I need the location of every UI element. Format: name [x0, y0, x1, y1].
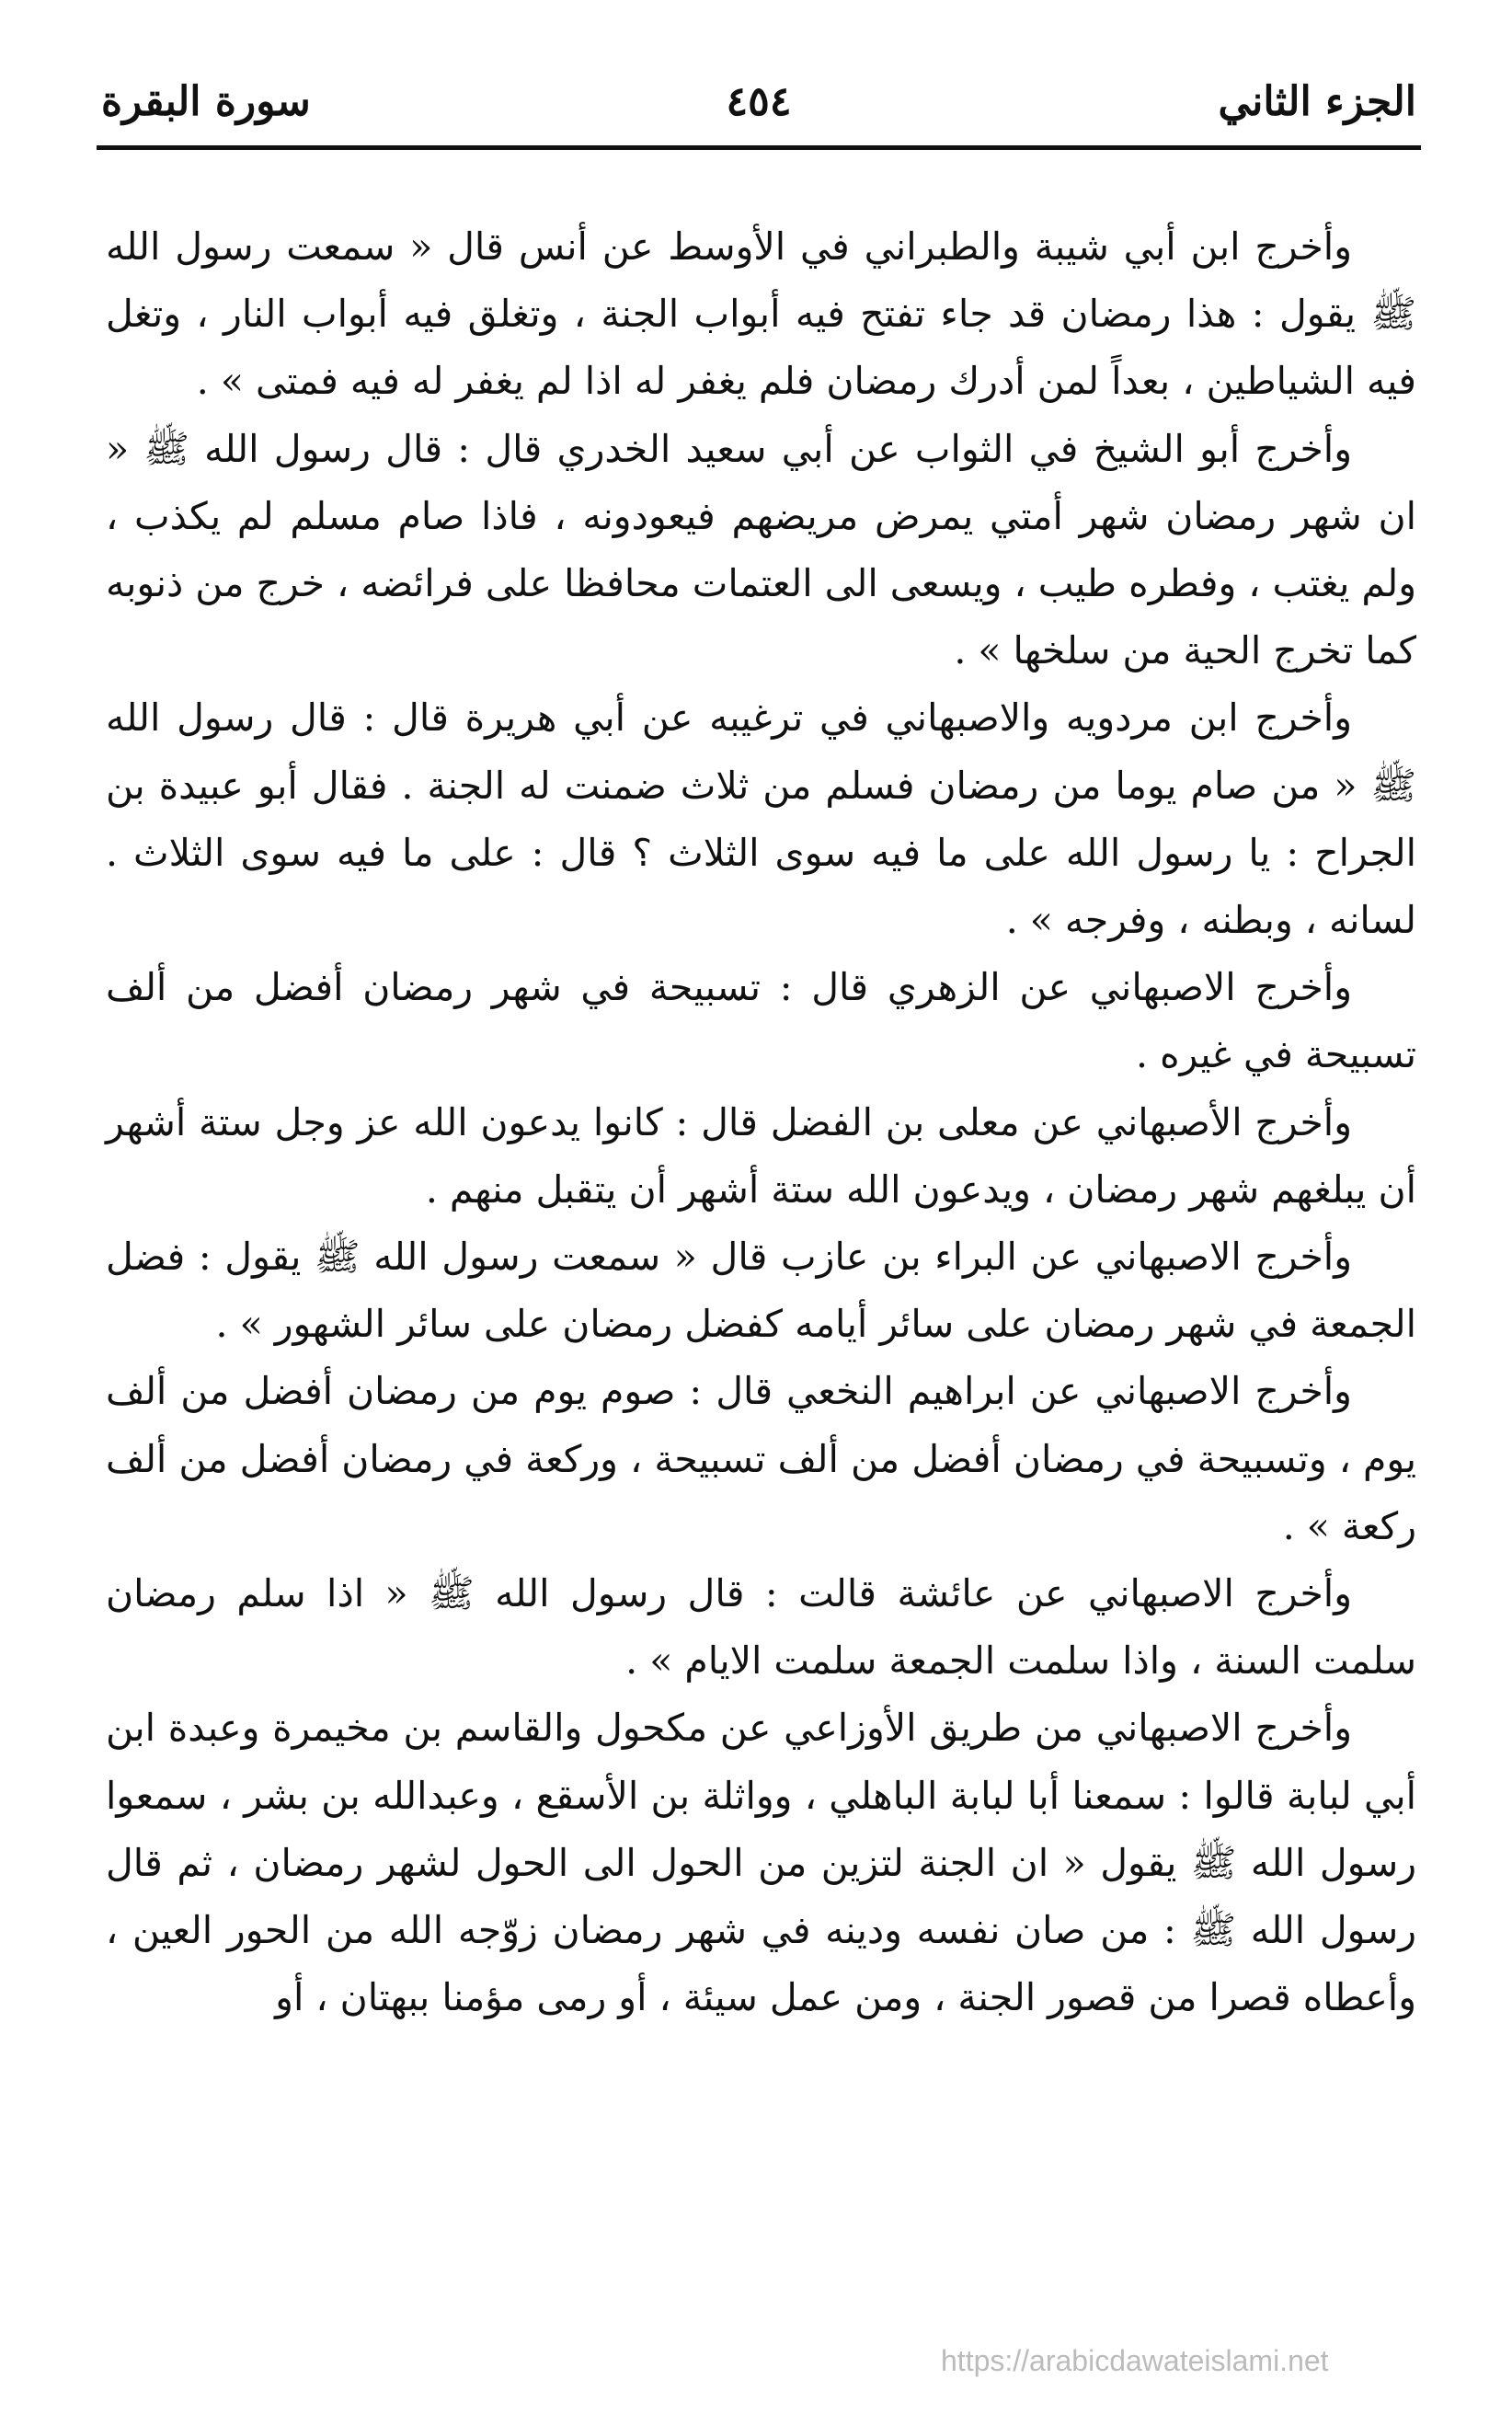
paragraph-9: وأخرج الاصبهاني من طريق الأوزاعي عن مكحول والقاسم بن مخيمرة وعبدة ابن أبي لبابة قالوا : سمعنا أبا لبابة الباهلي ، وواثلة بن الأسقع ، وعبدالله بن بشر ، سمعوا رسول الله ﷺ يقول « ان الجنة لتزين من الحول الى الحول لشهر رمضان ، ثم قال رسول الله ﷺ : من صان نفسه ودينه في شهر رمضان زوّجه الله من الحور العين ، وأعطاه قصرا من قصور الجنة ، ومن عمل سيئة ، أو رمى مؤمنا ببهتان ، أو — [106, 1706, 1416, 2020]
paragraph-4: وأخرج الاصبهاني عن الزهري قال : تسبيحة في شهر رمضان أفضل من ألف تسبيحة في غيره . — [106, 965, 1416, 1077]
paragraph-3: وأخرج ابن مردويه والاصبهاني في ترغيبه عن أبي هريرة قال : قال رسول الله ﷺ « من صام يوما من رمضان فسلم من ثلاث ضمنت له الجنة . فقال أبو عبيدة بن الجراح : يا رسول الله على ما فيه سوى الثلاث ؟ قال : على ما فيه سوى الثلاث . لسانه ، وبطنه ، وفرجه » . — [106, 695, 1416, 943]
page-header — [101, 78, 1416, 143]
header-divider — [97, 145, 1421, 150]
paragraph-5: وأخرج الأصبهاني عن معلى بن الفضل قال : كانوا يدعون الله عز وجل ستة أشهر أن يبلغهم شهر رمضان ، ويدعون الله ستة أشهر أن يتقبل منهم . — [106, 1099, 1416, 1212]
part-label: الجزء الثاني — [1218, 78, 1416, 125]
paragraph-1: وأخرج ابن أبي شيبة والطبراني في الأوسط عن أنس قال « سمعت رسول الله ﷺ يقول : هذا رمضان قد جاء تفتح فيه أبواب الجنة ، وتغلق فيه أبواب النار ، وتغل فيه الشياطين ، بعداً لمن أدرك رمضان فلم يغفر له اذا لم يغفر له فيه فمتى » . — [106, 224, 1416, 404]
paragraph-6: وأخرج الاصبهاني عن البراء بن عازب قال « سمعت رسول الله ﷺ يقول : فضل الجمعة في شهر رمضان على سائر أيامه كفضل رمضان على سائر الشهور » . — [106, 1235, 1416, 1347]
paragraph-7: وأخرج الاصبهاني عن ابراهيم النخعي قال : صوم يوم من رمضان أفضل من ألف يوم ، وتسبيحة في رمضان أفضل من ألف تسبيحة ، وركعة في رمضان أفضل من ألف ركعة » . — [106, 1369, 1416, 1548]
surah-label: سورة البقرة — [101, 78, 311, 125]
paragraph-8: وأخرج الاصبهاني عن عائشة قالت : قال رسول الله ﷺ « اذا سلم رمضان سلمت السنة ، واذا سلمت الجمعة سلمت الايام » . — [106, 1571, 1416, 1684]
page-body — [106, 213, 1416, 2031]
paragraph-2: وأخرج أبو الشيخ في الثواب عن أبي سعيد الخدري قال : قال رسول الله ﷺ « ان شهر رمضان شهر أمتي يمرض مريضهم فيعودونه ، فاذا صام مسلم لم يكذب ، ولم يغتب ، وفطره طيب ، ويسعى الى العتمات محافظا على فرائضه ، خرج من ذنوبه كما تخرج الحية من سلخها » . — [106, 426, 1416, 673]
watermark-url: https://arabicdawateislami.net — [941, 2344, 1329, 2377]
page-number: ٤٥٤ — [726, 78, 792, 125]
